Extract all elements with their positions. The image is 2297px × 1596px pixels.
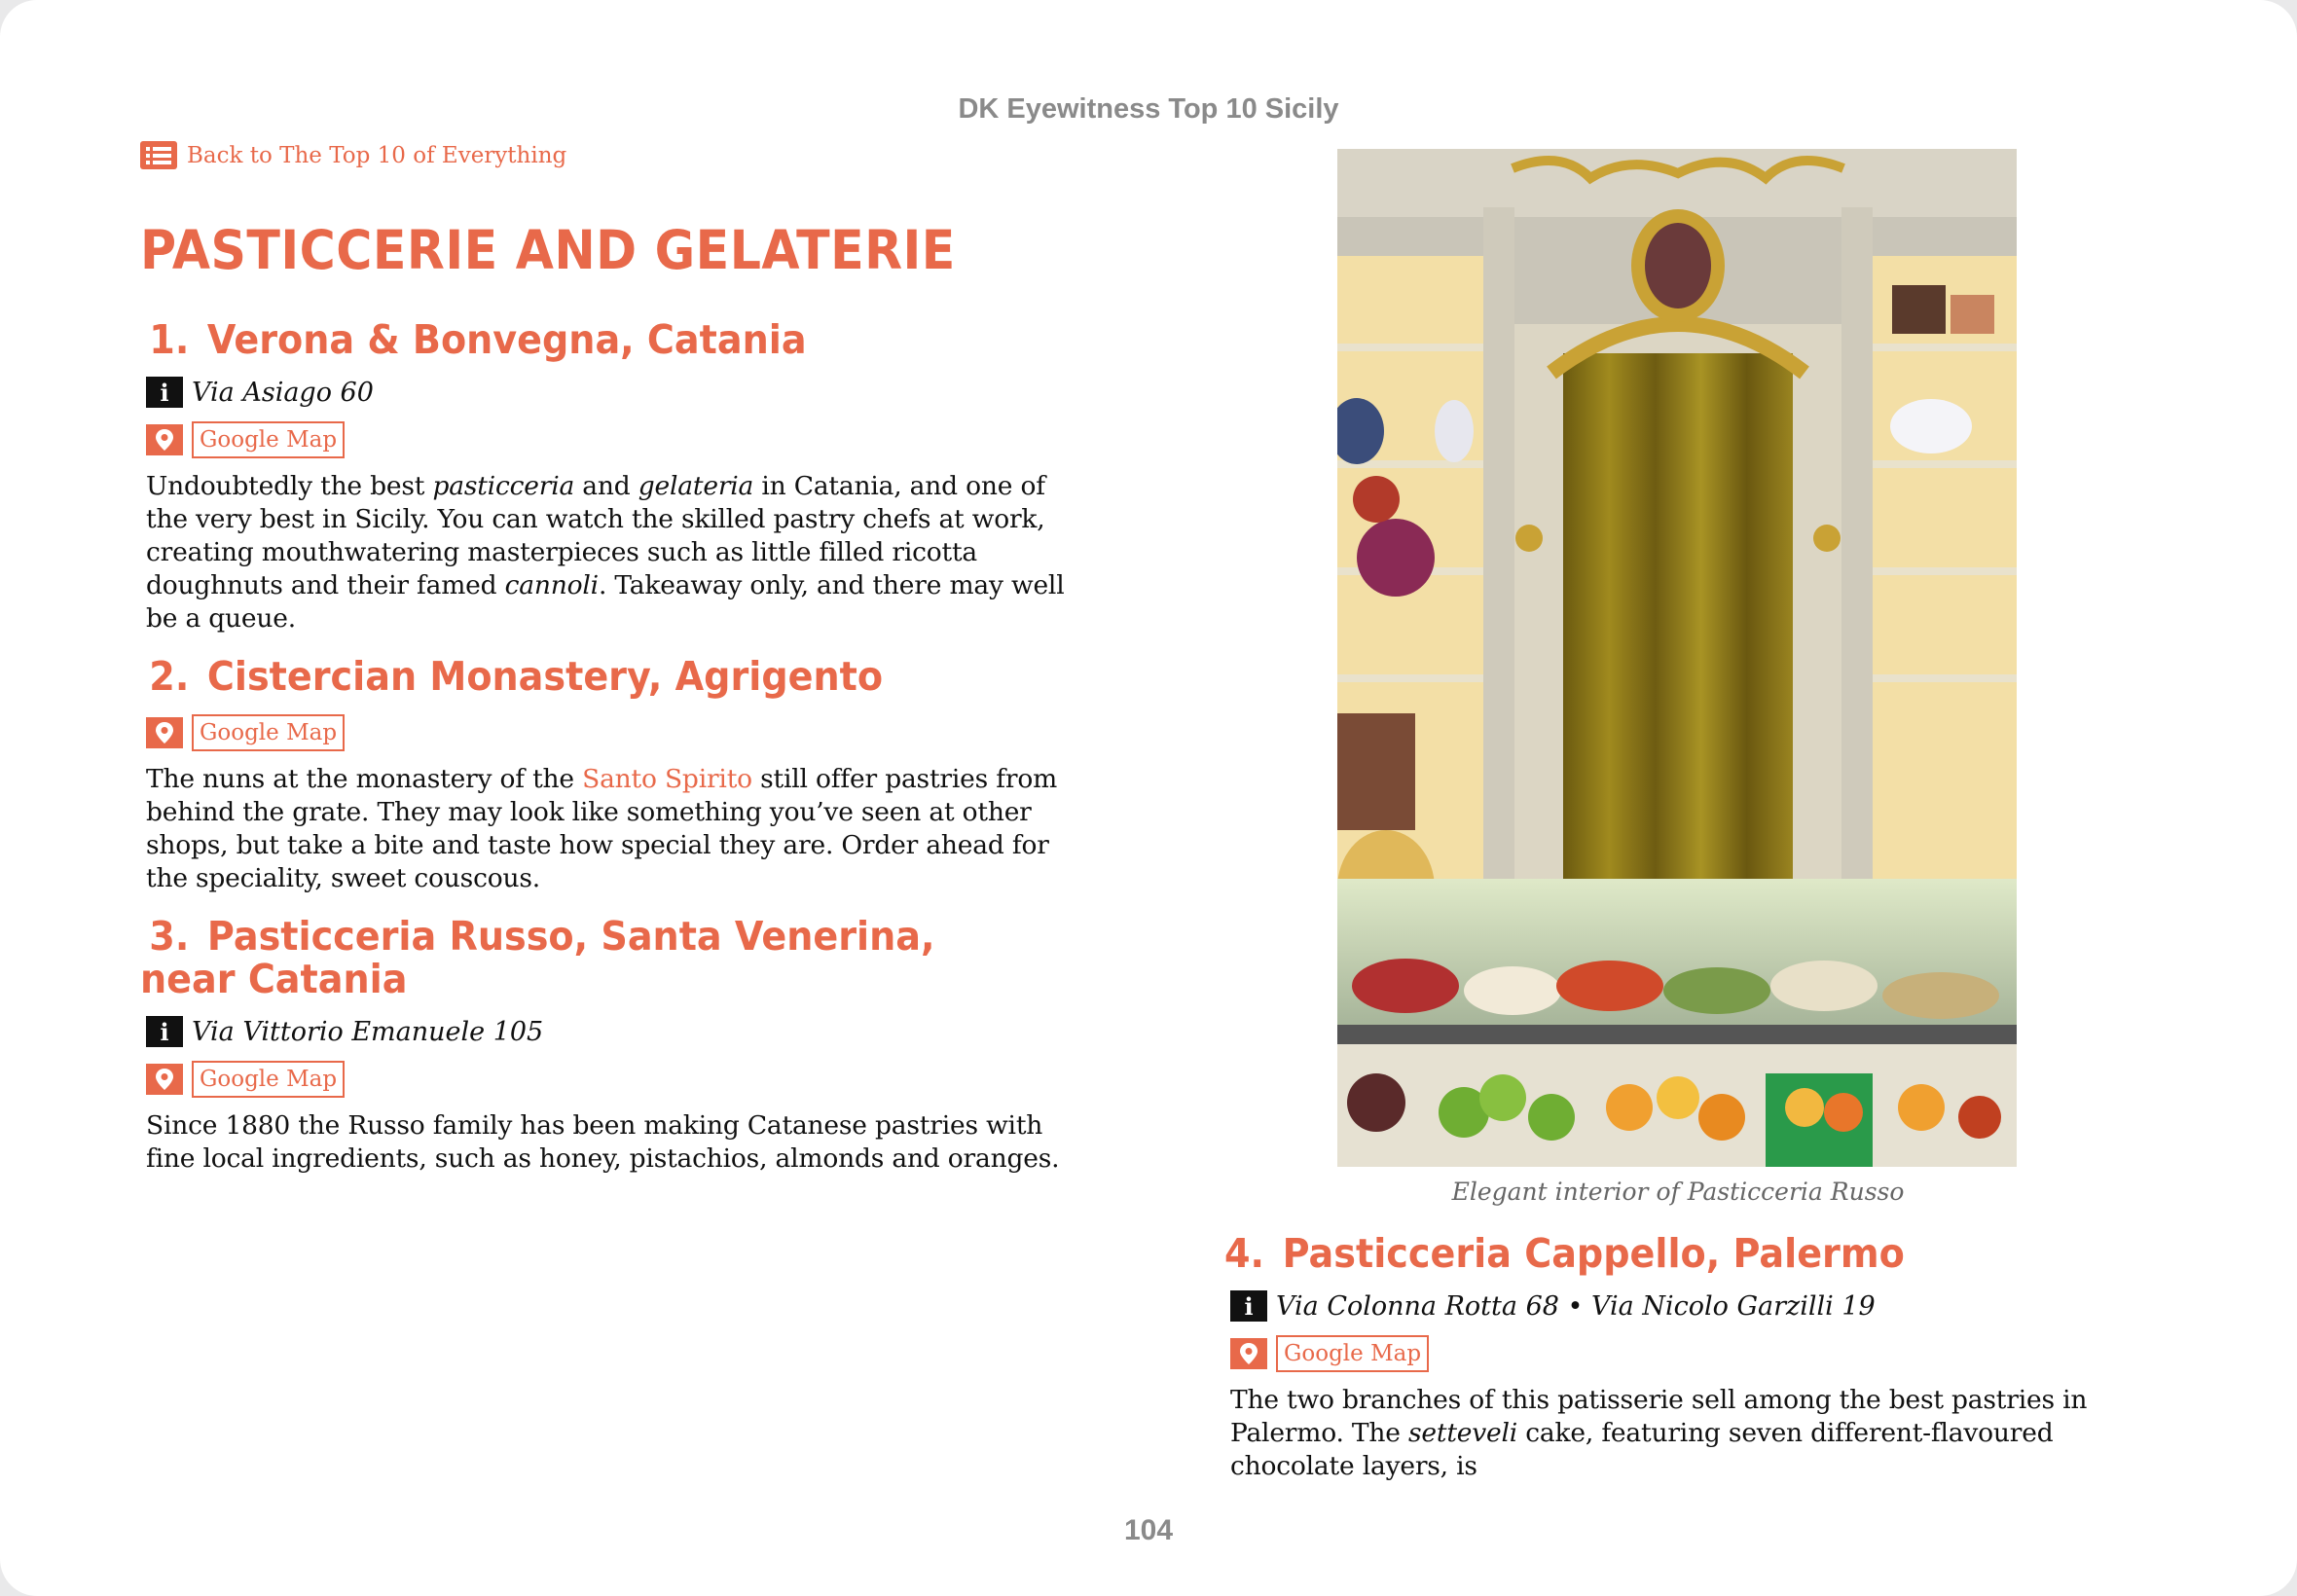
entry-number: 1. <box>149 316 190 363</box>
back-link-label: Back to The Top 10 of Everything <box>187 142 567 168</box>
entry-3 <box>140 915 1084 1176</box>
map-pin-icon[interactable] <box>146 1064 183 1095</box>
right-column <box>1224 1232 2169 1503</box>
address: Via Vittorio Emanuele 105 <box>192 1016 544 1047</box>
address: Via Asiago 60 <box>192 377 374 408</box>
entry-title: Cistercian Monastery, Agrigento <box>206 653 884 700</box>
info-icon: i <box>146 377 183 408</box>
chapter-title: PASTICCERIE AND GELATERIE <box>140 219 956 281</box>
left-column <box>140 219 1084 1195</box>
google-map-link[interactable]: Google Map <box>1276 1335 1429 1372</box>
santo-spirito-link[interactable]: Santo Spirito <box>582 764 752 794</box>
list-icon <box>140 141 177 169</box>
back-to-top10-link[interactable] <box>140 141 566 169</box>
entry-description: Since 1880 the Russo family has been making Catanese pastries with fine local ingredients, such as honey, pistachios, almonds and oranges. <box>146 1110 1060 1174</box>
map-row <box>1230 1336 2169 1371</box>
entry-heading <box>140 655 1018 698</box>
entry-1 <box>140 318 1084 635</box>
entry-title: Verona & Bonvegna, Catania <box>206 316 807 363</box>
entry-4 <box>1224 1232 2169 1483</box>
entry-title: Pasticceria Cappello, Palermo <box>1282 1230 1905 1277</box>
map-row <box>146 715 1084 750</box>
entry-description: The nuns at the monastery of the Santo Spirito still offer pastries from behind the grate. They may look like something you’ve seen at other shops, but take a bite and taste how special they are. Order ahead for the speciality, sweet couscous. <box>146 764 1058 893</box>
entry-description: Undoubtedly the best pasticceria and gelateria in Catania, and one of the very best in Sicily. You can watch the skilled pastry chefs at work, creating mouthwatering masterpieces such as little filled ricotta doughnuts and their famed cannoli. Takeaway only, and there may well be a queue. <box>146 471 1065 634</box>
pasticceria-russo-photo <box>1337 149 2017 1167</box>
map-row <box>146 1062 1084 1097</box>
page-number: 104 <box>1123 1514 1174 1546</box>
entry-heading <box>140 318 1018 361</box>
entry-title: Pasticceria Russo, Santa Venerina, near Catania <box>140 913 935 1002</box>
map-pin-icon[interactable] <box>1230 1338 1267 1369</box>
google-map-link[interactable]: Google Map <box>192 421 345 458</box>
address-row <box>146 375 1084 410</box>
map-pin-icon[interactable] <box>146 717 183 748</box>
entry-heading <box>140 915 1018 1000</box>
google-map-link[interactable]: Google Map <box>192 714 345 751</box>
entry-2 <box>140 655 1084 895</box>
book-title: DK Eyewitness Top 10 Sicily <box>958 93 1339 125</box>
entry-number: 2. <box>149 653 190 700</box>
google-map-link[interactable]: Google Map <box>192 1061 345 1098</box>
map-pin-icon[interactable] <box>146 424 183 455</box>
entry-number: 3. <box>149 913 190 960</box>
info-icon: i <box>1230 1290 1267 1322</box>
map-row <box>146 422 1084 457</box>
address-row <box>1230 1288 2169 1324</box>
entry-heading <box>1224 1232 2102 1275</box>
photo-caption: Elegant interior of Pasticceria Russo <box>1451 1178 1905 1206</box>
address-row <box>146 1014 1084 1049</box>
entry-number: 4. <box>1224 1230 1265 1277</box>
entry-description: The two branches of this patisserie sell among the best pastries in Palermo. The setteveli cake, featuring seven different-flavoured chocolate layers, is <box>1230 1385 2088 1481</box>
address: Via Colonna Rotta 68 • Via Nicolo Garzilli 19 <box>1276 1290 1876 1322</box>
info-icon: i <box>146 1016 183 1047</box>
